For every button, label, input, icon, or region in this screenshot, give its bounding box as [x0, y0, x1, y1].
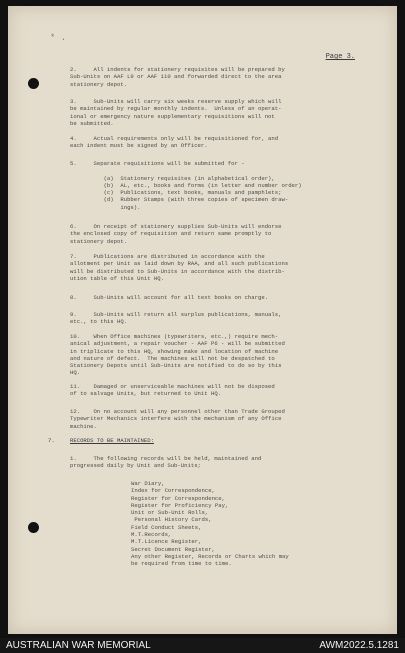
- footer-accession-id: AWM2022.5.1281: [319, 640, 399, 651]
- pen-marks: * .: [50, 33, 67, 43]
- paragraph-12: 12. On no account will any personnel other than Trade Grouped Typewriter Mechanics interfere with the mechanism of any Office machine.: [70, 408, 285, 430]
- paragraph-7: 7. Publications are distributed in accordance with the allotment per Unit as laid down by RAA, and all such publications will be distributed to Sub-Units in accordance with the distrib- ution table of this Unit HQ.: [70, 253, 289, 282]
- section-heading: RECORDS TO BE MAINTAINED:: [70, 437, 154, 444]
- paragraph-3: 3. Sub-Units will carry six weeks reserve supply which will be maintained by regular monthly indents. Unless of an operat- ional or emergency nature supplementary requisitions will not be submitted.: [70, 98, 282, 127]
- paragraph-2: 2. All indents for stationery requisites will be prepared by Sub-Units on AAF L9 or AAF 110 and forwarded direct to the area stationery depot.: [70, 66, 285, 88]
- paragraph-10: 10. When Office machines (typewriters, etc.,) require mech- anical adjustment, a repair voucher - AAF P6 - will be submitted in triplicate to this HQ, showing make and location of machine and nature of defect. The machines will not be despatched to Stationery Depots until Sub-Units are notified to do so by this HQ.: [70, 333, 285, 377]
- records-intro: 1. The following records will be held, maintained and progressed daily by Unit and Sub-Units;: [70, 455, 262, 470]
- paragraph-6: 6. On receipt of stationery supplies Sub-Units will endorse the enclosed copy of requisition and return same promptly to stationery depot.: [70, 223, 282, 245]
- paragraph-11: 11. Damaged or unserviceable machines will not be disposed of to salvage Units, but returned to Unit HQ.: [70, 383, 275, 398]
- footer-bar: [0, 638, 405, 653]
- paragraph-9: 9. Sub-Units will return all surplus publications, manuals, etc., to this HQ.: [70, 311, 282, 326]
- punch-hole: [28, 522, 39, 533]
- paragraph-4: 4. Actual requirements only will be requisitioned for, and each indent must be signed by an Officer.: [70, 135, 279, 150]
- page-number: Page 3.: [325, 53, 355, 61]
- footer-credit: AUSTRALIAN WAR MEMORIAL: [6, 640, 151, 651]
- document-page: [8, 6, 397, 634]
- punch-hole: [28, 78, 39, 89]
- paragraph-8: 8. Sub-Units will account for all text books on charge.: [70, 294, 269, 301]
- section-number: 7.: [48, 437, 55, 444]
- paragraph-5: 5. Separate requisitions will be submitted for - (a) Stationery requisites (in alphabetical order), (b) AL, etc., books and forms (in letter and number order) (c) Publications, text books, manuals and pamphlets; (d) Rubber Stamps (with three copies of specimen draw- ings).: [70, 160, 302, 211]
- records-list: War Diary, Index for Correspondence, Register for Correspondence, Register for Proficiency Pay, Unit or Sub-Unit Rolls, Personal History Cards, Field Conduct Sheets, M.T.Records, M.T.Licence Register, Secret Document Register, Any other Register, Records or Charts which may be required from time to time.: [131, 480, 289, 568]
